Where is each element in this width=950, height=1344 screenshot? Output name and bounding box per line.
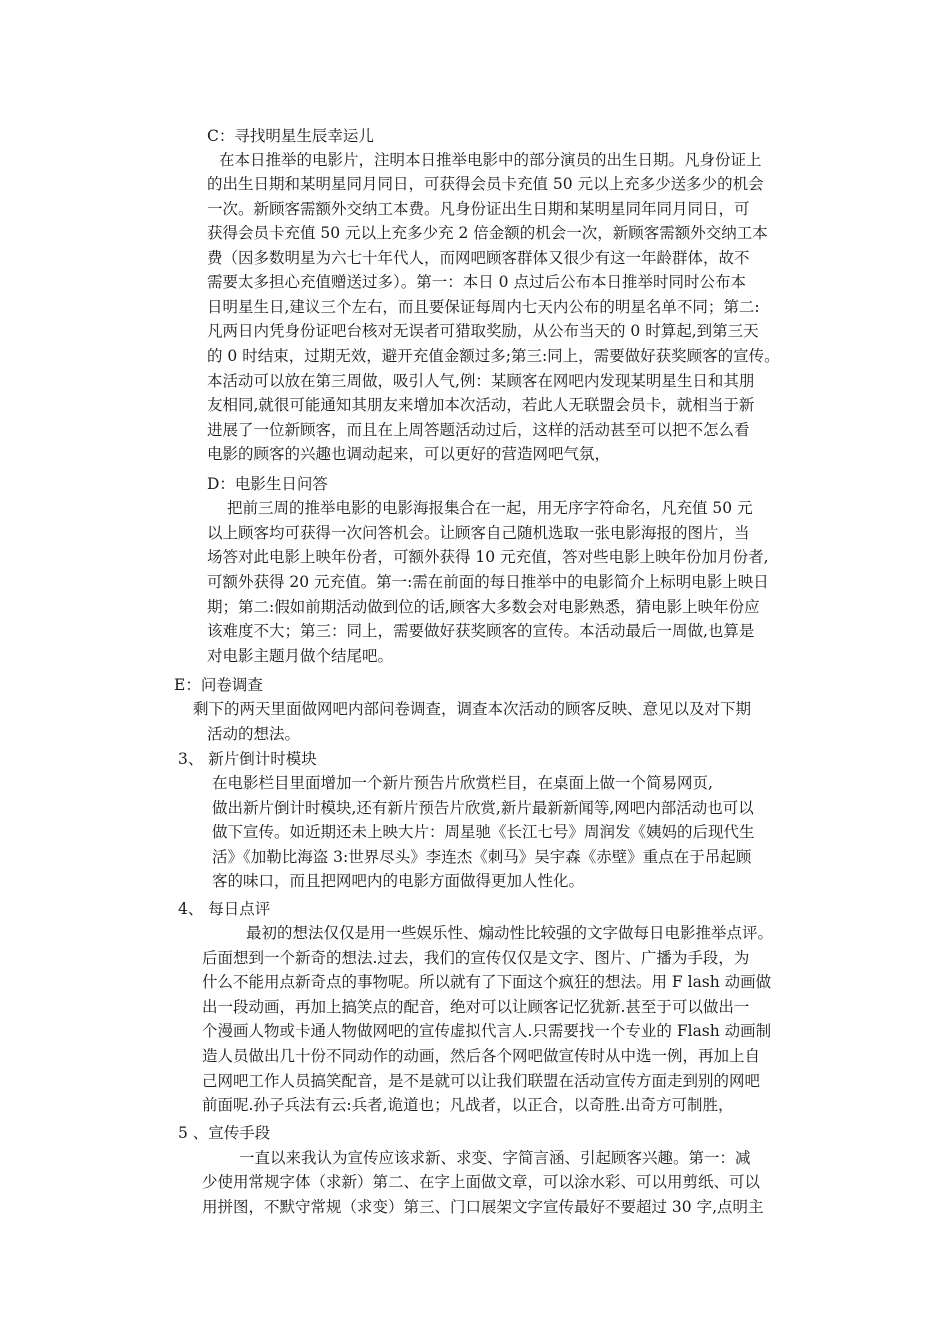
paragraph-line: 费（因多数明星为六七十年代人，而网吧顾客群体又很少有这一年龄群体，故不 xyxy=(207,249,750,267)
paragraph-line: 最初的想法仅仅是用一些娱乐性、煽动性比较强的文字做每日电影推举点评。 xyxy=(246,924,774,942)
paragraph-line: 一次。新顾客需额外交纳工本费。凡身份证出生日期和某明星同年同月同日，可 xyxy=(207,200,750,218)
paragraph-line: 后面想到一个新奇的想法.过去，我们的宣传仅仅是文字、图片、广播为手段，为 xyxy=(202,949,750,967)
paragraph-line: 一直以来我认为宣传应该求新、求变、字简言涵、引起顾客兴趣。第一：减 xyxy=(239,1149,751,1167)
paragraph-line: 己网吧工作人员搞笑配音，是不是就可以让我们联盟在活动宣传方面走到别的网吧 xyxy=(202,1072,761,1090)
paragraph-line: 电影的顾客的兴趣也调动起来，可以更好的营造网吧气氛， xyxy=(207,445,611,463)
paragraph-line: 该难度不大；第三：同上，需要做好获奖顾客的宣传。本活动最后一周做,也算是 xyxy=(207,622,755,640)
paragraph-line: 在电影栏目里面增加一个新片预告片欣赏栏目，在桌面上做一个简易网页, xyxy=(212,774,713,792)
paragraph-line: 个漫画人物或卡通人物做网吧的宣传虚拟代言人.只需要找一个专业的 Flash 动画制 xyxy=(202,1022,772,1040)
paragraph-line: 场答对此电影上映年份者，可额外获得 10 元充值，答对些电影上映年份加月份者, xyxy=(207,548,769,566)
paragraph-line: 把前三周的推举电影的电影海报集合在一起，用无序字符命名，凡充值 50 元 xyxy=(227,499,753,517)
paragraph-line: 少使用常规字体（求新）第二、在字上面做文章，可以涂水彩、可以用剪纸、可以 xyxy=(202,1173,761,1191)
paragraph-line: 剩下的两天里面做网吧内部问卷调查，调查本次活动的顾客反映、意见以及对下期 xyxy=(193,700,752,718)
paragraph-line: 前面呢.孙子兵法有云:兵者,诡道也；凡战者，以正合，以奇胜.出奇方可制胜， xyxy=(202,1096,734,1114)
paragraph-line: 日明星生日,建议三个左右，而且要保证每周内七天内公布的明星名单不同；第二: xyxy=(207,298,760,316)
paragraph-line: 出一段动画，再加上搞笑点的配音，绝对可以让顾客记忆犹新.甚至于可以做出一 xyxy=(202,998,750,1016)
paragraph-line: 造人员做出几十份不同动作的动画，然后各个网吧做宣传时从中选一例，再加上自 xyxy=(202,1047,761,1065)
paragraph-line: 进展了一位新顾客，而且在上周答题活动过后，这样的活动甚至可以把不怎么看 xyxy=(207,421,750,439)
section-heading-3: 3、 新片倒计时模块 xyxy=(178,750,317,768)
paragraph-line: 可额外获得 20 元充值。第一:需在前面的每日推举中的电影简介上标明电影上映日 xyxy=(207,573,769,591)
paragraph-line: 期；第二:假如前期活动做到位的话,顾客大多数会对电影熟悉，猜电影上映年份应 xyxy=(207,598,760,616)
subsection-heading-e: E：问卷调查 xyxy=(174,676,263,694)
paragraph-line: 本活动可以放在第三周做，吸引人气,例：某顾客在网吧内发现某明星生日和其朋 xyxy=(207,372,755,390)
paragraph-line: 友相同,就很可能通知其朋友来增加本次活动，若此人无联盟会员卡，就相当于新 xyxy=(207,396,755,414)
paragraph-line: 做出新片倒计时模块,还有新片预告片欣赏,新片最新新闻等,网吧内部活动也可以 xyxy=(212,799,754,817)
subsection-heading-c: C：寻找明星生辰幸运儿 xyxy=(207,127,374,145)
section-heading-4: 4、 每日点评 xyxy=(178,900,271,918)
section-heading-5: 5 、宣传手段 xyxy=(178,1124,271,1142)
paragraph-line: 什么不能用点新奇点的事物呢。所以就有了下面这个疯狂的想法。用 F lash 动画做 xyxy=(202,973,772,991)
paragraph-line: 做下宣传。如近期还未上映大片：周星驰《长江七号》周润发《姨妈的后现代生 xyxy=(212,823,755,841)
paragraph-line: 需要太多担心充值赠送过多）。第一：本日 0 点过后公布本日推举时同时公布本 xyxy=(207,273,746,291)
paragraph-line: 客的味口，而且把网吧内的电影方面做得更加人性化。 xyxy=(212,872,585,890)
paragraph-line: 用拼图，不默守常规（求变）第三、门口展架文字宣传最好不要超过 30 字,点明主 xyxy=(202,1198,764,1216)
paragraph-line: 的 0 时结束，过期无效，避开充值金额过多;第三:同上，需要做好获奖顾客的宣传。 xyxy=(207,347,780,365)
paragraph-line: 凡两日内凭身份证吧台核对无误者可猎取奖励，从公布当天的 0 时算起,到第三天 xyxy=(207,322,759,340)
paragraph-line: 活动的想法。 xyxy=(207,725,301,743)
paragraph-line: 对电影主题月做个结尾吧。 xyxy=(207,647,394,665)
paragraph-line: 以上顾客均可获得一次问答机会。让顾客自己随机选取一张电影海报的图片，当 xyxy=(207,524,750,542)
paragraph-line: 在本日推举的电影片，注明本日推举电影中的部分演员的出生日期。凡身份证上 xyxy=(219,151,762,169)
paragraph-line: 的出生日期和某明星同月同日，可获得会员卡充值 50 元以上充多少送多少的机会 xyxy=(207,175,764,193)
paragraph-line: 获得会员卡充值 50 元以上充多少充 2 倍金额的机会一次，新顾客需额外交纳工本 xyxy=(207,224,768,242)
subsection-heading-d: D：电影生日问答 xyxy=(207,475,328,493)
paragraph-line: 活》《加勒比海盗 3:世界尽头》李连杰《刺马》吴宇森《赤壁》重点在于吊起顾 xyxy=(212,848,752,866)
